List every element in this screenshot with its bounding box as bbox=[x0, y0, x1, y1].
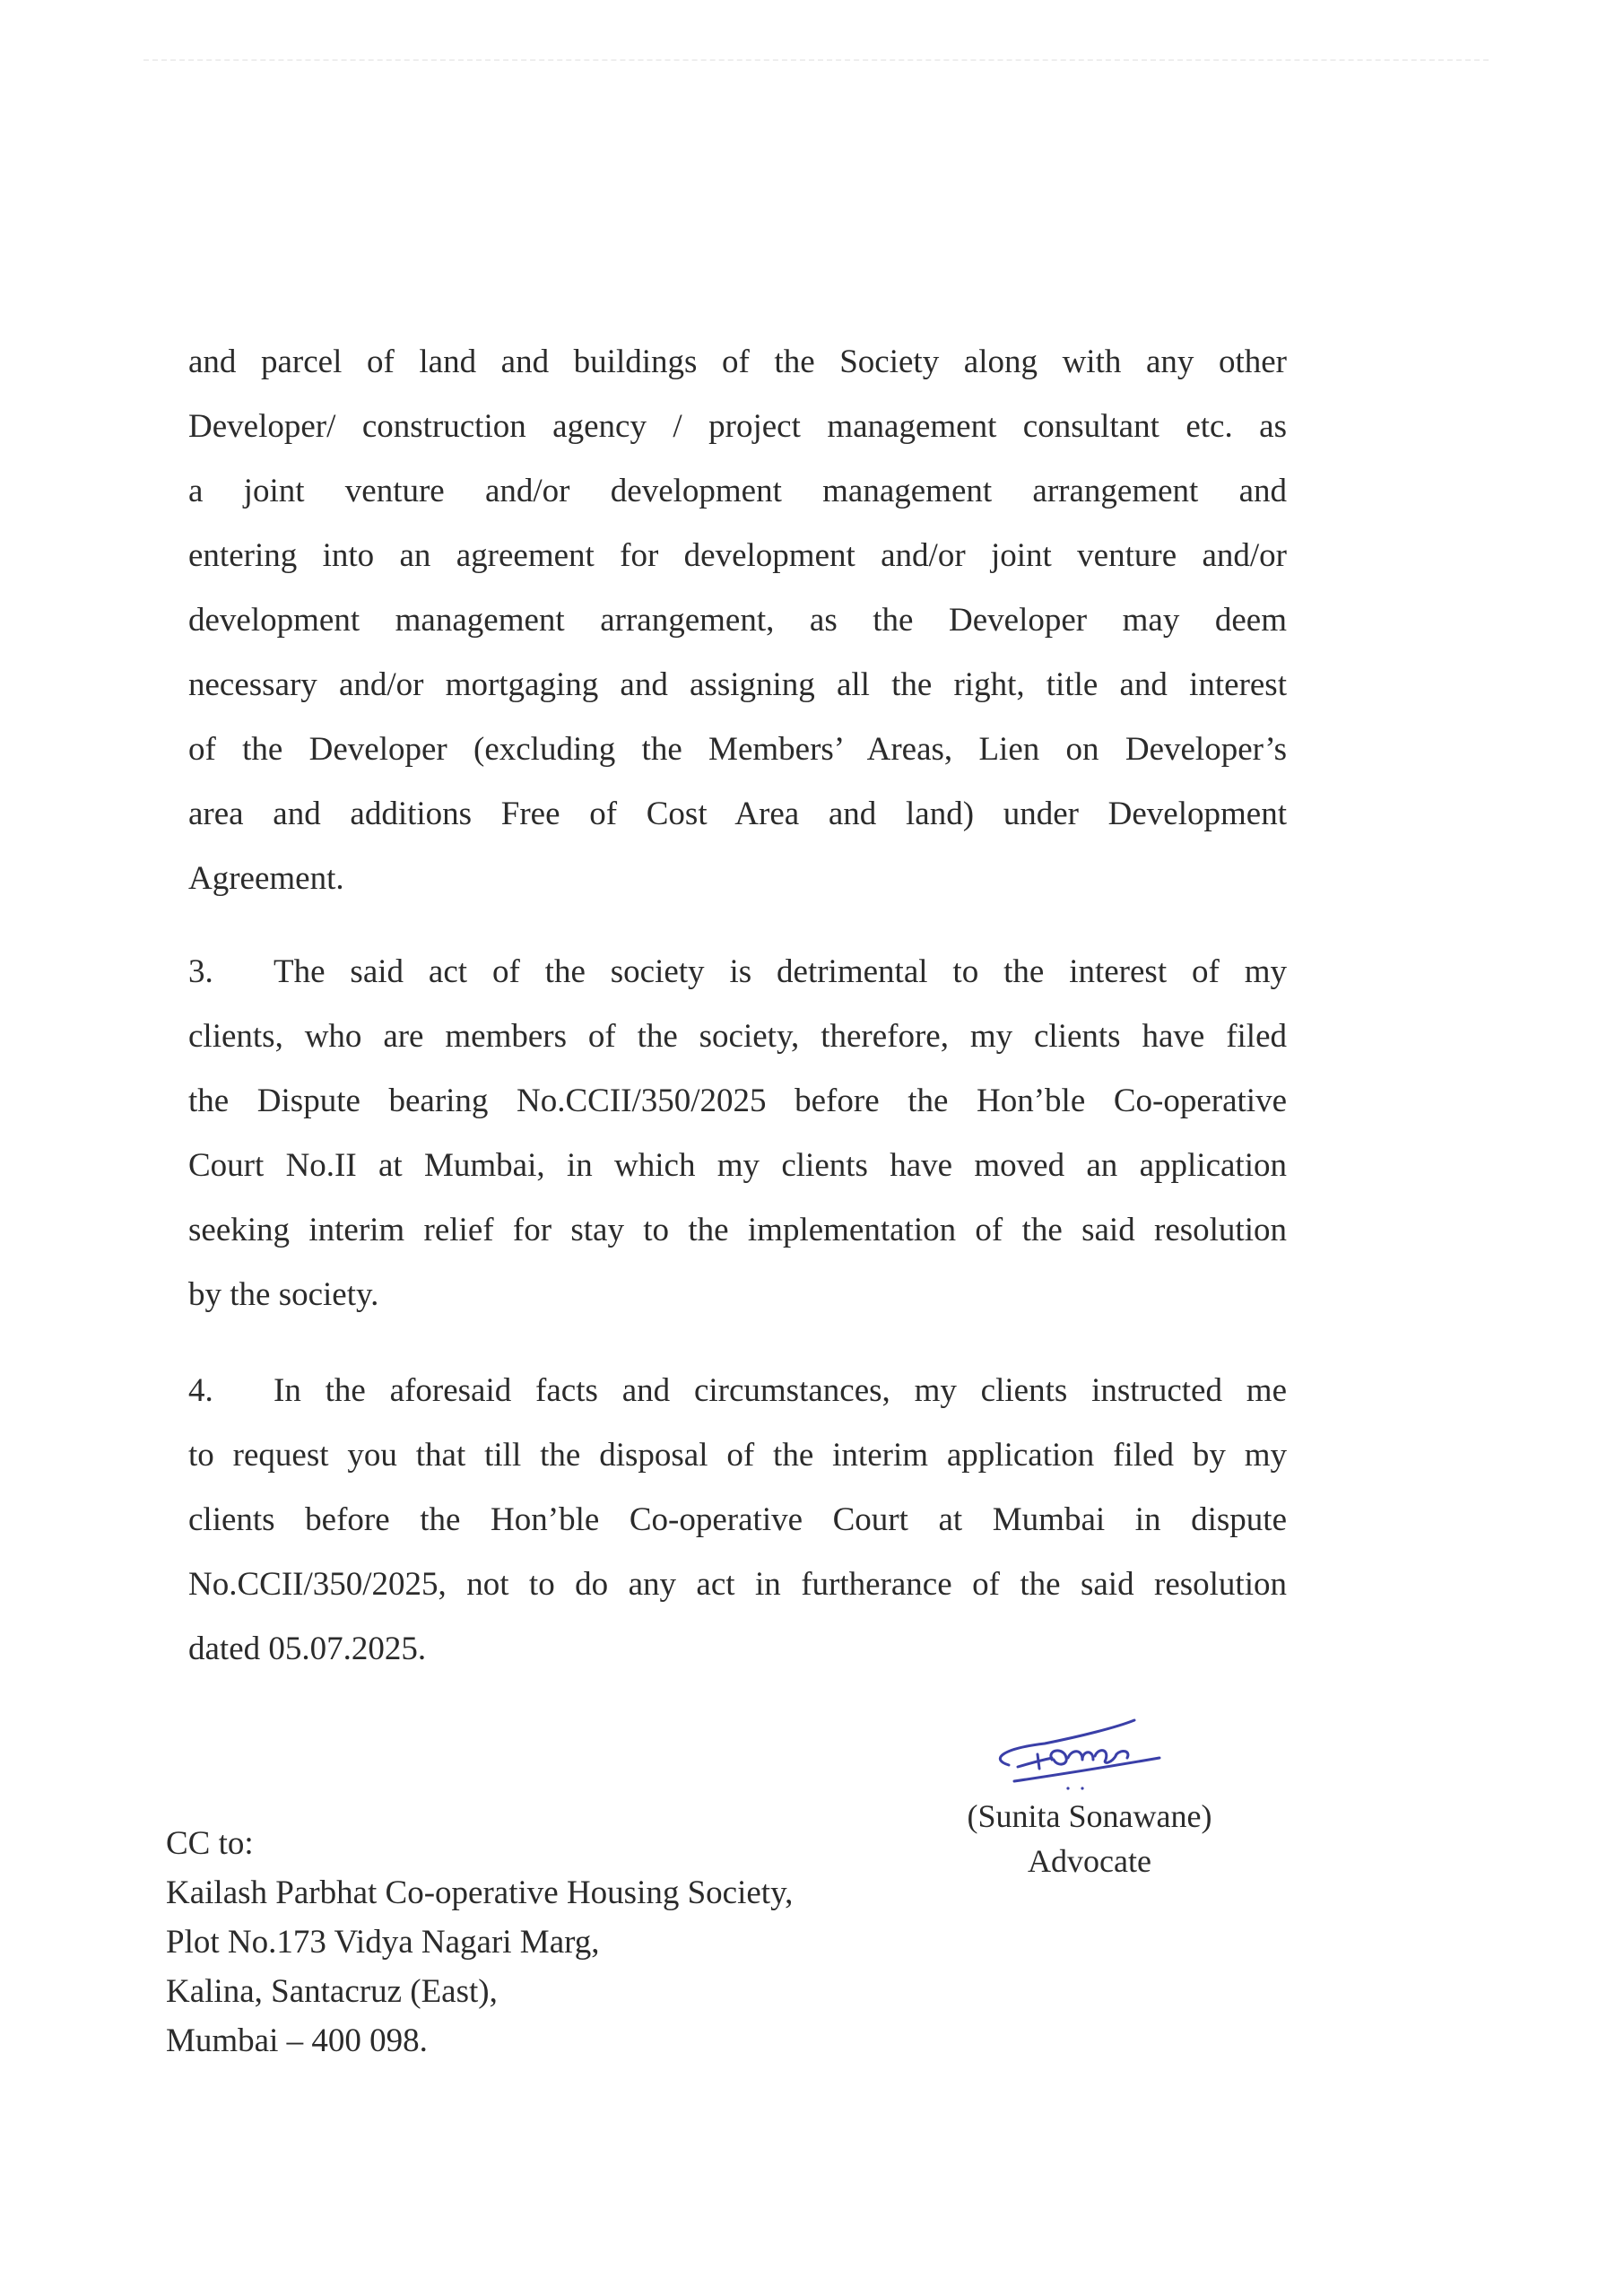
handwritten-signature-icon bbox=[982, 1713, 1179, 1794]
scan-noise-line bbox=[143, 59, 1489, 63]
text-line: the Dispute bearing No.CCII/350/2025 before the Hon’ble Co-operative bbox=[188, 1083, 1287, 1119]
cc-address-line: Plot No.173 Vidya Nagari Marg, bbox=[166, 1924, 600, 1961]
text-line-first bbox=[188, 940, 1287, 1004]
text-line: a joint venture and/or development management arrangement and bbox=[188, 473, 1287, 509]
text-line: of the Developer (excluding the Members’ Areas, Lien on Developer’s bbox=[188, 731, 1287, 768]
text-line: Agreement. bbox=[188, 860, 344, 897]
text-line: clients, who are members of the society, therefore, my clients have filed bbox=[188, 1018, 1287, 1055]
cc-address-line: Mumbai – 400 098. bbox=[166, 2022, 428, 2059]
cc-label: CC to: bbox=[166, 1825, 254, 1862]
text-line: to request you that till the disposal of the interim application filed by my bbox=[188, 1437, 1287, 1474]
text-line: No.CCII/350/2025, not to do any act in furtherance of the said resolution bbox=[188, 1566, 1287, 1603]
signatory-title: Advocate bbox=[1028, 1843, 1151, 1879]
text-line: clients before the Hon’ble Co-operative Court at Mumbai in dispute bbox=[188, 1501, 1287, 1538]
text-line: development management arrangement, as the Developer may deem bbox=[188, 602, 1287, 639]
paragraph-4 bbox=[188, 1359, 1287, 1682]
text-fragment: The said act of the society is detrimental to the interest of my bbox=[274, 953, 1287, 990]
paragraph-number: 4. bbox=[188, 1372, 213, 1409]
signatory-name: (Sunita Sonawane) bbox=[967, 1798, 1212, 1834]
text-line: entering into an agreement for development and/or joint venture and/or bbox=[188, 537, 1287, 574]
paragraph-number: 3. bbox=[188, 953, 213, 990]
paragraph-continued bbox=[188, 330, 1287, 911]
text-line: dated 05.07.2025. bbox=[188, 1631, 427, 1667]
cc-address-line: Kailash Parbhat Co-operative Housing Society, bbox=[166, 1874, 794, 1911]
signature-block bbox=[928, 1713, 1251, 1883]
text-line: Developer/ construction agency / project management consultant etc. as bbox=[188, 408, 1287, 445]
text-line-first bbox=[188, 1359, 1287, 1423]
paragraph-3 bbox=[188, 940, 1287, 1327]
text-line: by the society. bbox=[188, 1276, 379, 1313]
text-fragment: In the aforesaid facts and circumstances, my clients instructed me bbox=[274, 1372, 1287, 1409]
text-line: area and additions Free of Cost Area and land) under Development bbox=[188, 796, 1287, 832]
text-line: Court No.II at Mumbai, in which my clients have moved an application bbox=[188, 1147, 1287, 1184]
text-line: necessary and/or mortgaging and assigning all the right, title and interest bbox=[188, 666, 1287, 703]
cc-address-line: Kalina, Santacruz (East), bbox=[166, 1973, 498, 2010]
cc-block bbox=[166, 1819, 793, 2066]
text-line: and parcel of land and buildings of the Society along with any other bbox=[188, 344, 1287, 380]
text-line: seeking interim relief for stay to the implementation of the said resolution bbox=[188, 1212, 1287, 1248]
